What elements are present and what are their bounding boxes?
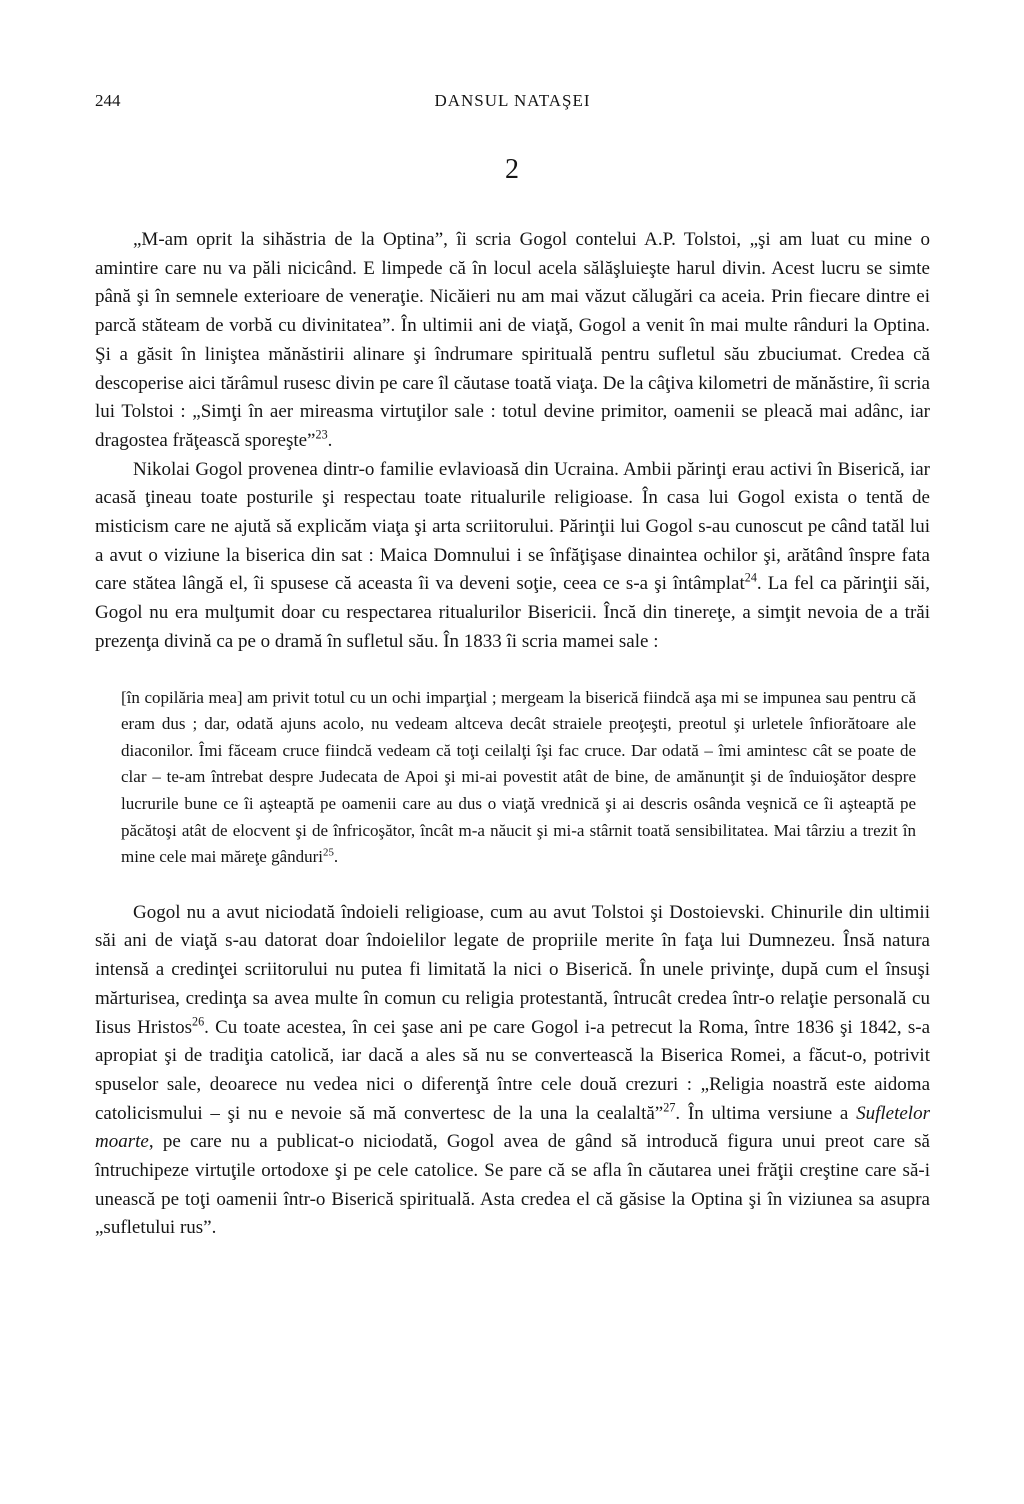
running-title: DANSUL NATAŞEI: [434, 91, 591, 110]
paragraph: [95, 456, 930, 657]
text-run: .: [333, 847, 339, 867]
section-number: 2: [505, 154, 519, 185]
text-run: , pe care nu a publicat-o niciodată, Gogol avea de gând să introducă figura unui preot care să întruchipeze virtuţile ortodoxe şi pe cele catolice. Se pare că se afla în căutarea unei frăţii creştine care să-i unească pe toţi oamenii într-o Biserică spirituală. Asta credea el că găsise la Optina şi în viziunea sa asupra „sufletului rus”.: [95, 1131, 930, 1239]
text-run: .: [327, 429, 333, 451]
footnote-ref: 23: [315, 427, 328, 442]
text-body: [95, 226, 930, 1243]
footnote-ref: 27: [663, 1100, 676, 1115]
text-run: . Cu toate acestea, în cei şase ani pe care Gogol i-a petrecut la Roma, între 1836 şi 1842, s-a apropiat şi de tradiţia catolică, iar dacă a ales să nu se convertească la Biserica Romei, a făcut-o, potrivit spuselor sale, deoarece nu vedea nici o diferenţă între cele două crezuri : „Religia noastră este aidoma catolicismului – şi nu e nevoie să mă convertesc de la una la cealaltă”: [95, 1016, 931, 1124]
footnote-ref: 24: [744, 571, 757, 586]
paragraph: [95, 226, 930, 456]
text-run: Nikolai Gogol provenea dintr-o familie evlavioasă din Ucraina. Ambii părinţi erau activi în Biserică, iar acasă ţineau toate posturile şi respectau toate ritualurile religioase. În casa lui Gogol exista o tentă de misticism care ne ajută să explicăm viaţa şi arta scriitorului. Părinţii lui Gogol s-au cunoscut pe când tatăl lui a avut o viziune la biserica din sat : Maica Domnului i se înfăţişase dinaintea ochilor şi, arătând înspre fata care stătea lângă el, îi spusese că aceasta îi va deveni soţie, ceea ce s-a şi întâmplat: [95, 458, 930, 595]
paragraph: [95, 899, 930, 1243]
text-run: . La fel ca părinţii săi, Gogol nu era mulţumit doar cu respectarea ritualurilor Bisericii. Încă din tinereţe, a simţit nevoia de a trăi prezenţa divină ca pe o dramă în sufletul său. În 1833 îi scria mamei sale :: [95, 573, 930, 652]
text-run: [în copilăria mea] am privit totul cu un ochi imparţial ; mergeam la biserică fiindcă aşa mi se impunea sau pentru că eram dus ; dar, odată ajuns acolo, nu vedeam altceva decât straiele preoţeşti, preotul şi urletele înfiorătoare ale diaconilor. Îmi făceam cruce fiindcă vedeam că toţi ceilalţi îşi fac cruce. Dar odată – îmi amintesc cât se poate de clar – te-am întrebat despre Judecata de Apoi şi mi-ai povestit atât de bine, de amănunţit şi de înduioşător despre lucrurile bune ce îi aşteaptă pe oamenii care au dus o viaţă vrednică şi ai descris osânda veşnică ce îi aşteaptă pe păcătoşi atât de elocvent şi de înfricoşător, încât m-a năucit şi mi-a stârnit toată sensibilitatea. Mai târziu a trezit în mine cele mai măreţe gânduri: [121, 687, 916, 867]
text-run: Gogol nu a avut niciodată îndoieli religioase, cum au avut Tolstoi şi Dostoievski. Chinurile din ultimii săi ani de viaţă s-au datorat doar îndoielilor legate de propriile merite în faţa lui Dumnezeu. Însă natura intensă a credinţei scriitorului nu putea fi limitată la nici o Biserică. În unele privinţe, după cum el însuşi mărturisea, credinţa sa avea multe în comun cu religia protestantă, întrucât credea într-o relaţie personală cu Iisus Hristos: [95, 901, 930, 1038]
footnote-ref: 26: [192, 1014, 205, 1029]
text-run: . În ultima versiune a: [675, 1102, 857, 1124]
blockquote: [121, 685, 916, 871]
running-head: [95, 91, 930, 115]
book-title: Sufletelor moarte: [95, 1102, 930, 1153]
page-number: 244: [95, 91, 121, 110]
footnote-ref: 25: [323, 846, 334, 859]
text-run: „M-am oprit la sihăstria de la Optina”, îi scria Gogol contelui A.P. Tolstoi, „şi am luat cu mine o amintire care nu va păli nicicând. E limpede că în locul acela sălăşluieşte harul divin. Acest lucru se simte până şi în semnele exterioare de veneraţie. Nicăieri nu am mai văzut călugări ca aceia. Prin fiecare dintre ei parcă stăteam de vorbă cu divinitatea”. În ultimii ani de viaţă, Gogol a venit în mai multe rânduri la Optina. Şi a găsit în liniştea mănăstirii alinare şi îndrumare spirituală pentru sufletul său zbuciumat. Credea că descoperise aici tărâmul rusesc divin pe care îl căutase toată viaţa. De la câţiva kilometri de mănăstire, îi scria lui Tolstoi : „Simţi în aer mireasma virtuţilor sale : totul devine primitor, oamenii se pleacă mai adânc, iar dragostea frăţească sporeşte”: [95, 229, 930, 451]
